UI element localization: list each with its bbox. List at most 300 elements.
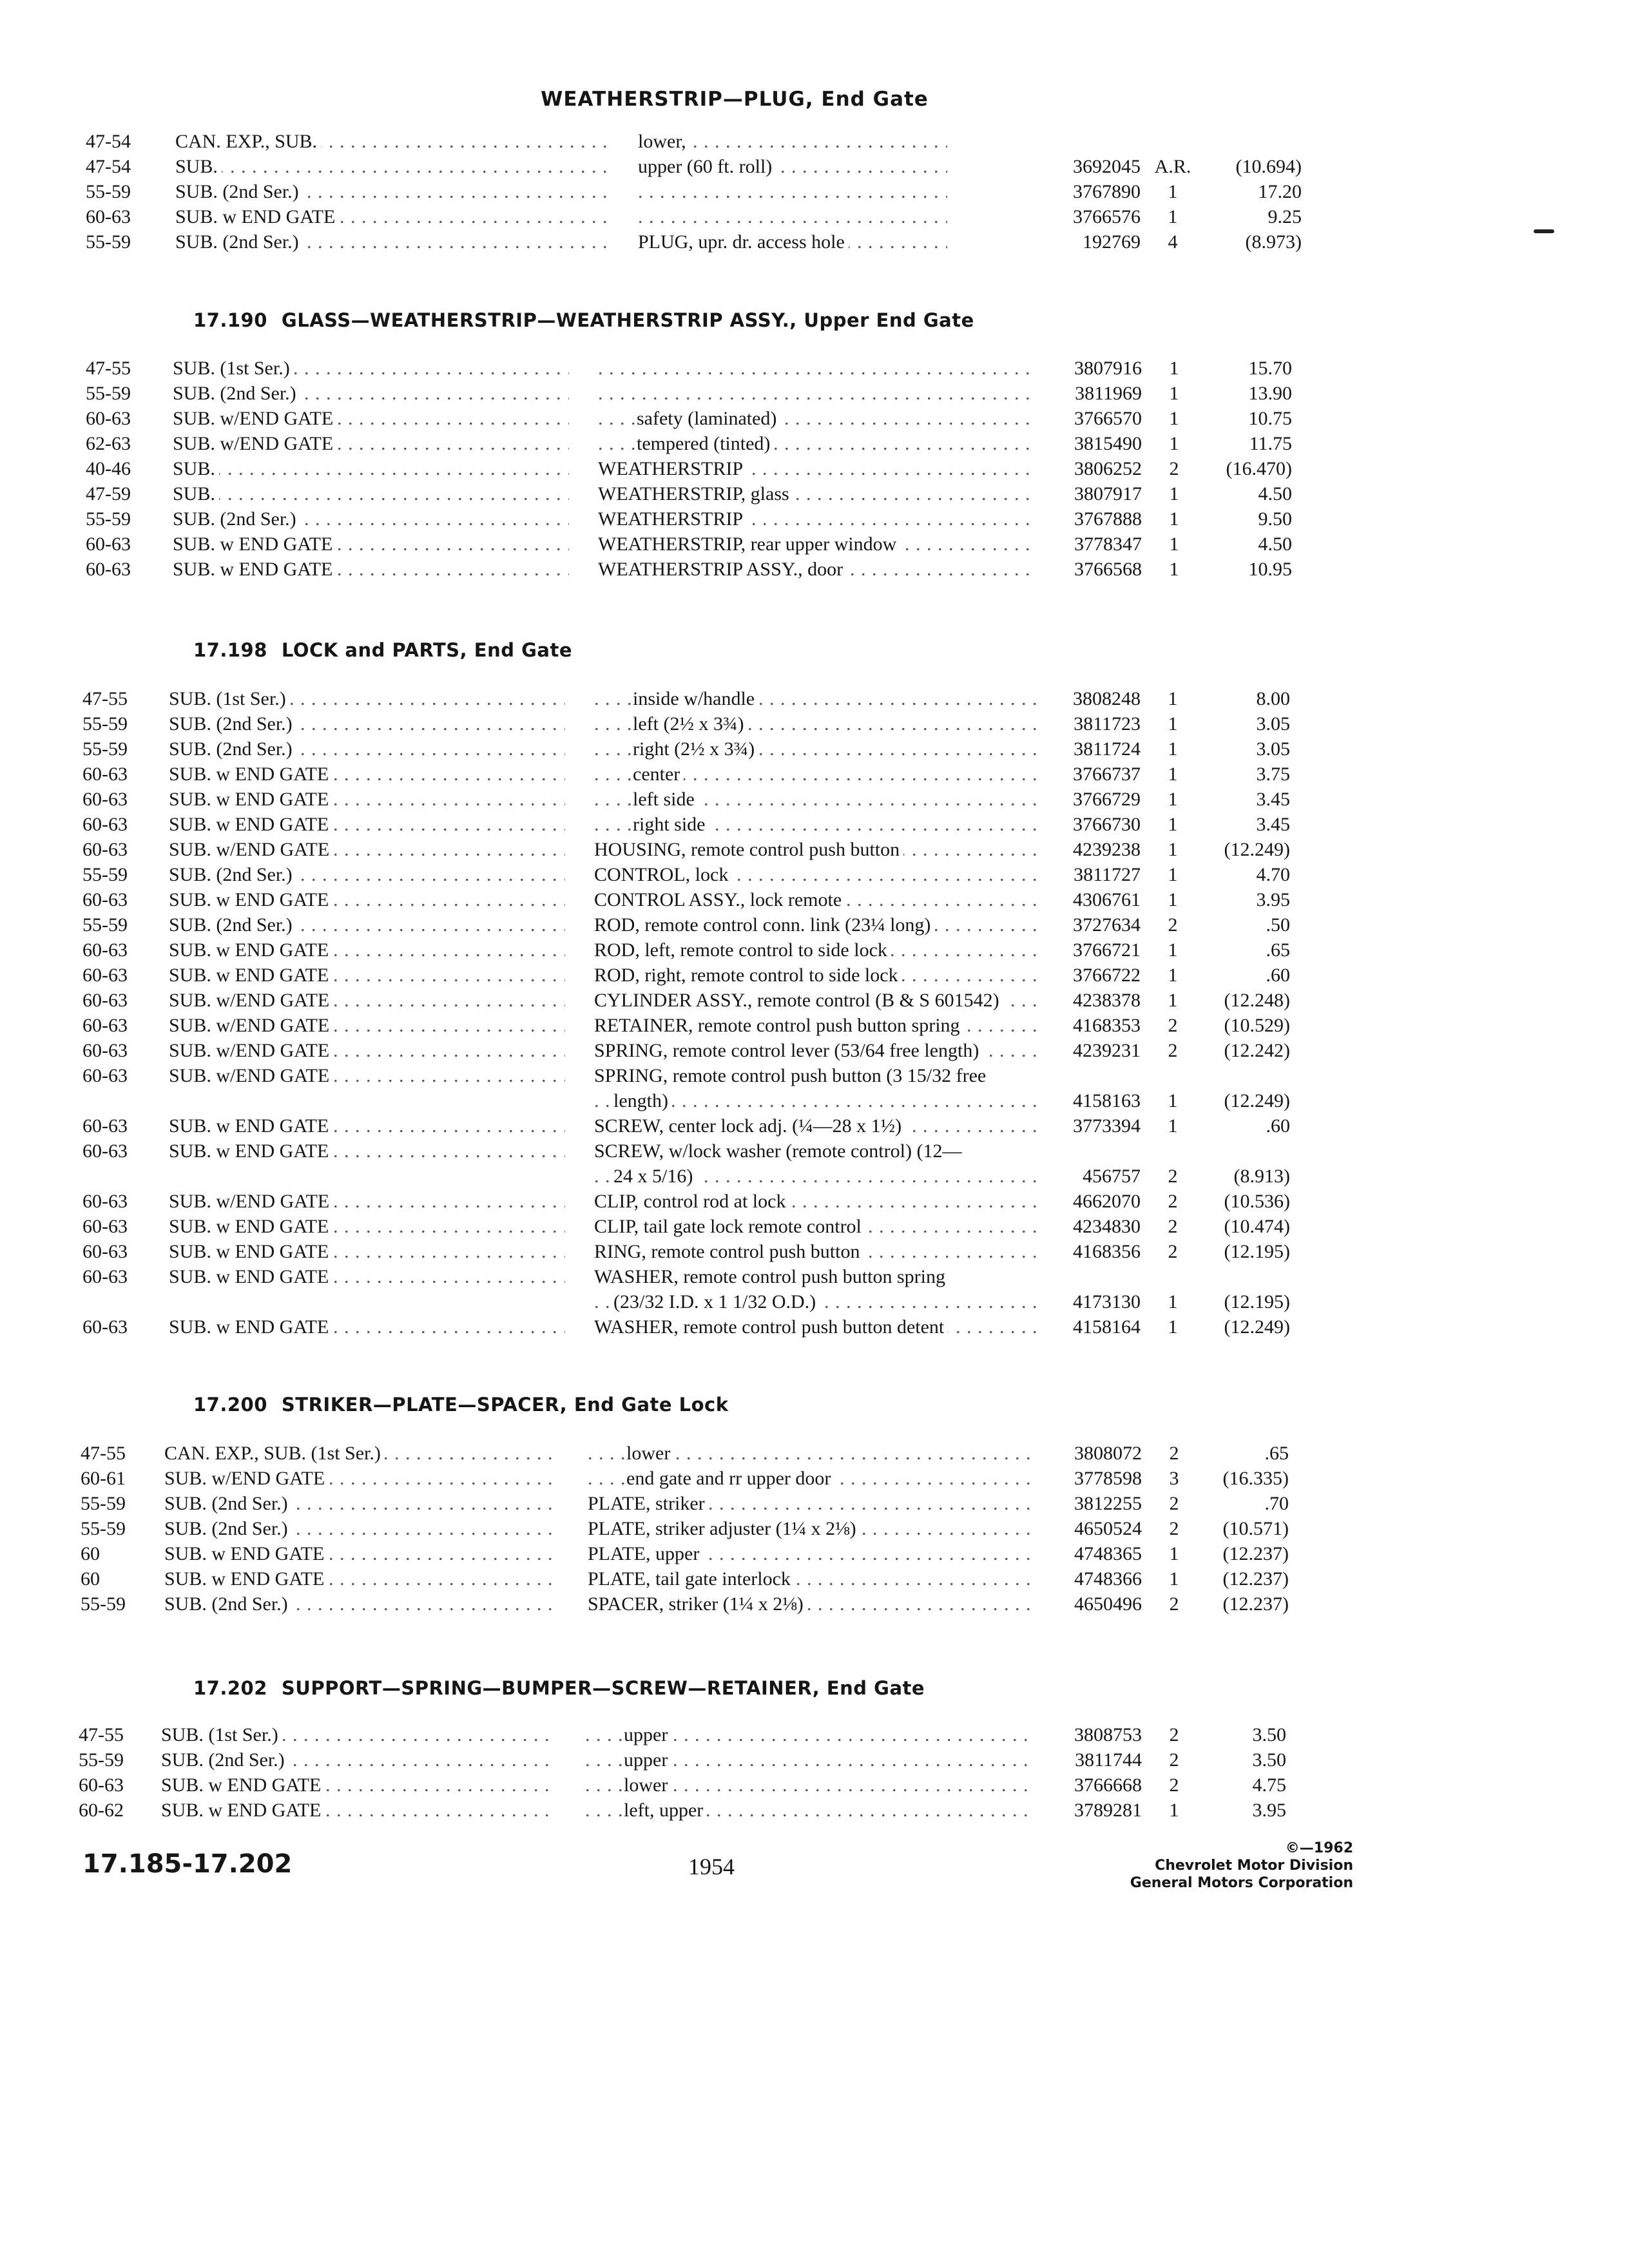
section-title: SUPPORT—SPRING—BUMPER—SCREW—RETAINER, End Gate [281,1677,925,1699]
part-number: 4168353 [1073,1015,1141,1036]
model-name-text: SUB. w END GATE [169,789,333,810]
description-text: RETAINER, remote control push button spring [594,1015,964,1036]
description-text: upper [624,1724,671,1745]
part-description [598,356,1037,381]
model-years: 60-63 [82,1266,128,1287]
price: (12.242) [1224,1040,1290,1061]
quantity: 1 [1168,181,1178,202]
copyright: ©—1962 [1285,1840,1353,1856]
price: 3.45 [1256,814,1290,835]
part-number: 3766568 [1074,559,1142,580]
model-name [169,1189,565,1214]
model-years: 55-59 [82,713,128,735]
model-name [169,1214,565,1239]
description-line [594,1013,1037,1038]
model-name [169,762,565,787]
model-name-text: SUB. (1st Ser.) [173,358,294,379]
model-name-text: SUB. [175,156,222,177]
price: (10.474) [1224,1216,1290,1237]
description-line [594,1289,1037,1314]
model-name-text: SUB. w/END GATE [169,1065,333,1086]
part-description [594,1038,1037,1063]
description-line [594,1063,1037,1088]
price: (10.694) [1235,156,1302,177]
price: 3.95 [1256,889,1290,910]
description-line [594,1314,1037,1340]
price: 9.25 [1268,206,1302,227]
section-number: 17.198 [193,639,267,661]
model-name [164,1516,559,1541]
model-name [175,129,609,154]
part-number: 3767888 [1074,508,1142,530]
model-years: 55-59 [82,864,128,885]
description-line [594,937,1037,963]
part-number: 4650524 [1074,1518,1142,1539]
part-number: 4650496 [1074,1593,1142,1615]
part-description [594,736,1037,762]
model-name-text: SUB. (2nd Ser.) [175,231,303,253]
model-years: 47-55 [81,1443,126,1464]
model-years: 55-59 [86,508,131,530]
part-number: 3811724 [1074,738,1141,760]
part-description [588,1441,1034,1466]
part-description [594,711,1037,736]
price: (12.195) [1224,1241,1290,1262]
price: 3.75 [1256,764,1290,785]
quantity: 2 [1169,1593,1179,1615]
model-name [173,356,569,381]
description-line [594,887,1037,912]
model-name [169,937,565,963]
model-name [169,1139,565,1164]
part-number: 4748365 [1074,1543,1142,1564]
description-line [588,1491,1034,1516]
model-name-text: SUB. w/END GATE [169,1191,333,1212]
description-line [598,456,1037,481]
part-number: 4168356 [1073,1241,1141,1262]
part-description [594,1013,1037,1038]
margin-dash-mark [1534,229,1554,233]
part-number: 3811969 [1075,383,1142,404]
part-description [594,812,1037,837]
part-description [594,837,1037,862]
model-name [173,406,569,431]
part-description [588,1516,1034,1541]
quantity: 1 [1168,1090,1178,1111]
model-years: 60-63 [82,1065,128,1086]
description-line [638,179,947,204]
price: 3.45 [1256,789,1290,810]
quantity: 2 [1168,914,1178,936]
model-name [161,1722,556,1747]
model-years: 60-63 [82,965,128,986]
part-number: 3767890 [1073,181,1141,202]
division: Chevrolet Motor Division [1155,1858,1353,1874]
quantity: 1 [1168,738,1178,760]
description-line [598,532,1037,557]
model-years: 60-63 [86,408,131,429]
part-number: 3766721 [1073,939,1141,961]
footer-page-number: 1954 [688,1854,735,1879]
model-name [164,1466,559,1491]
model-years: 60 [81,1543,100,1564]
description-text: PLATE, tail gate interlock [588,1568,795,1590]
model-name [169,736,565,762]
model-name-text: CAN. EXP., SUB. [175,131,321,152]
description-line [598,431,1037,456]
price: 4.50 [1258,533,1292,555]
description-text: PLATE, striker adjuster (1¼ x 2⅛) [588,1518,860,1539]
description-text: WEATHERSTRIP ASSY., door [598,559,847,580]
part-number: 3773394 [1073,1115,1141,1137]
description-text: tempered (tinted) [637,433,774,454]
model-years: 60-63 [82,1191,128,1212]
model-years: 40-46 [86,458,131,479]
model-name [173,456,569,481]
quantity: 2 [1168,1191,1178,1212]
part-number: 3766737 [1073,764,1141,785]
price: 15.70 [1248,358,1292,379]
description-text: ROD, left, remote control to side lock [594,939,891,961]
price: 3.95 [1252,1800,1286,1821]
model-name-text: SUB. [173,483,219,505]
description-text: WEATHERSTRIP, glass [598,483,793,505]
part-number: 3811723 [1074,713,1141,735]
model-name-text: SUB. w/END GATE [169,1040,333,1061]
model-name [169,812,565,837]
model-name-text: SUB. w/END GATE [173,433,337,454]
description-line [598,356,1037,381]
description-line [594,1139,1037,1164]
model-years: 60-63 [86,559,131,580]
part-description [588,1591,1034,1617]
model-years: 60-63 [79,1774,124,1796]
model-name [169,1239,565,1264]
part-number: 3778598 [1074,1468,1142,1489]
quantity: 1 [1169,1543,1179,1564]
quantity: 1 [1168,1316,1178,1338]
description-line [594,963,1037,988]
part-description [594,862,1037,887]
part-description [598,406,1037,431]
quantity: 1 [1168,713,1178,735]
quantity: 2 [1168,1241,1178,1262]
description-line [638,154,947,179]
model-years: 47-54 [86,131,131,152]
description-line [594,736,1037,762]
model-name-text: SUB. w END GATE [169,939,333,961]
description-text: left (2½ x 3¾) [633,713,747,735]
model-name-text: SUB. (1st Ser.) [161,1724,282,1745]
quantity: 1 [1168,864,1178,885]
description-line [588,1566,1034,1591]
model-years: 60-63 [82,1015,128,1036]
model-name [175,229,609,255]
price: 4.70 [1256,864,1290,885]
model-years: 60-61 [81,1468,126,1489]
quantity: 2 [1168,1040,1178,1061]
model-years: 55-59 [86,383,131,404]
price: .60 [1266,965,1290,986]
model-name [169,887,565,912]
part-description [594,787,1037,812]
part-description [598,506,1037,532]
quantity: 2 [1168,1166,1178,1187]
description-line [594,1113,1037,1139]
section-title: GLASS—WEATHERSTRIP—WEATHERSTRIP ASSY., Upper End Gate [281,309,974,331]
part-number: 3692045 [1073,156,1141,177]
quantity: 1 [1168,889,1178,910]
price: (8.973) [1245,231,1302,253]
model-years: 60-63 [82,1316,128,1338]
part-description [638,154,947,179]
model-years: 47-54 [86,156,131,177]
part-description [588,1466,1034,1491]
price: (10.536) [1224,1191,1290,1212]
part-description [638,179,947,204]
price: (12.248) [1224,990,1290,1011]
description-line [588,1441,1034,1466]
model-name-text: SUB. w/END GATE [164,1468,329,1489]
model-name-text: SUB. w/END GATE [169,839,333,860]
price: .65 [1264,1443,1289,1464]
model-name [164,1491,559,1516]
quantity: 1 [1169,533,1179,555]
description-line [585,1798,1033,1823]
part-description [594,1139,1037,1189]
model-name [175,179,609,204]
model-name [161,1747,556,1773]
description-line [585,1722,1033,1747]
model-years: 55-59 [82,738,128,760]
model-name [173,381,569,406]
part-number: 3766722 [1073,965,1141,986]
quantity: 1 [1168,965,1178,986]
part-number: 3808753 [1074,1724,1142,1745]
model-years: 60-63 [82,889,128,910]
model-years: 47-55 [79,1724,124,1745]
model-name-text: SUB. w/END GATE [169,990,333,1011]
part-description [598,557,1037,582]
model-name-text: SUB. (2nd Ser.) [164,1493,292,1514]
model-name-text: SUB. (2nd Ser.) [169,914,296,936]
model-years: 55-59 [81,1493,126,1514]
quantity: 2 [1169,458,1179,479]
part-number: 3807916 [1074,358,1142,379]
price: 4.75 [1252,1774,1286,1796]
description-line [594,1038,1037,1063]
footer-range: 17.185-17.202 [82,1849,293,1879]
quantity: 2 [1169,1443,1179,1464]
model-name [169,787,565,812]
price: (12.237) [1222,1543,1289,1564]
model-years: 60-63 [82,1140,128,1162]
description-text: SCREW, w/lock washer (remote control) (12— [594,1140,965,1162]
model-name [169,1314,565,1340]
description-text: upper (60 ft. roll) [638,156,776,177]
description-text: PLATE, striker [588,1493,709,1514]
price: 3.50 [1252,1724,1286,1745]
part-number: 4158164 [1073,1316,1141,1338]
description-text: PLATE, upper [588,1543,703,1564]
model-years: 60-63 [86,206,131,227]
quantity: 1 [1168,1291,1178,1312]
quantity: 1 [1168,1115,1178,1137]
section-title: STRIKER—PLATE—SPACER, End Gate Lock [281,1394,729,1416]
model-name-text: SUB. (2nd Ser.) [169,864,296,885]
description-text: right side [633,814,709,835]
price: (16.470) [1226,458,1292,479]
model-years: 60-63 [82,939,128,961]
description-line [594,862,1037,887]
part-number: 3766729 [1073,789,1141,810]
part-description [598,431,1037,456]
description-line [594,1214,1037,1239]
quantity: 1 [1168,789,1178,810]
description-text: length) [613,1090,672,1111]
price: (8.913) [1233,1166,1290,1187]
description-text: WEATHERSTRIP [598,458,747,479]
price: 9.50 [1258,508,1292,530]
model-name [161,1798,556,1823]
description-text: PLUG, upr. dr. access hole [638,231,849,253]
model-name-text: SUB. (2nd Ser.) [173,508,300,530]
quantity: 1 [1168,939,1178,961]
description-text: WASHER, remote control push button detent [594,1316,948,1338]
description-line [588,1466,1034,1491]
model-name-text: SUB. (2nd Ser.) [175,181,303,202]
description-text: center [633,764,684,785]
price: (12.195) [1224,1291,1290,1312]
model-years: 62-63 [86,433,131,454]
section-heading-glass-weatherstrip [193,309,974,331]
quantity: 1 [1168,764,1178,785]
description-text: CONTROL ASSY., lock remote [594,889,845,910]
model-years: 60-62 [79,1800,124,1821]
model-name-text: SUB. (2nd Ser.) [169,738,296,760]
price: (12.249) [1224,1090,1290,1111]
description-line [594,1264,1037,1289]
quantity: 1 [1168,688,1178,709]
part-description [594,1239,1037,1264]
model-name-text: SUB. (2nd Ser.) [173,383,300,404]
part-description [594,937,1037,963]
model-years: 60-63 [86,533,131,555]
part-description [594,988,1037,1013]
part-description [585,1747,1033,1773]
model-name-text: SUB. w END GATE [164,1543,328,1564]
description-line [598,481,1037,506]
section-heading-striker-plate [193,1394,729,1416]
model-years: 60-63 [82,1241,128,1262]
model-years: 55-59 [81,1518,126,1539]
model-years: 60-63 [82,990,128,1011]
description-text: right (2½ x 3¾) [633,738,758,760]
description-text: CLIP, tail gate lock remote control [594,1216,865,1237]
model-name [169,1013,565,1038]
description-text: WASHER, remote control push button spring [594,1266,949,1287]
part-number: 3811727 [1074,864,1141,885]
description-text: WEATHERSTRIP, rear upper window [598,533,900,555]
description-line [598,406,1037,431]
price: 10.95 [1248,559,1292,580]
price: .50 [1266,914,1290,936]
model-name [164,1566,559,1591]
quantity: 1 [1169,559,1179,580]
quantity: 3 [1169,1468,1179,1489]
model-name-text: SUB. w END GATE [169,889,333,910]
quantity: 1 [1168,839,1178,860]
model-name [173,431,569,456]
description-text: HOUSING, remote control push button [594,839,903,860]
price: .60 [1266,1115,1290,1137]
price: (16.335) [1222,1468,1289,1489]
part-number: 4238378 [1073,990,1141,1011]
description-text: (23/32 I.D. x 1 1/32 O.D.) [613,1291,820,1312]
quantity: 1 [1169,358,1179,379]
part-description [594,1189,1037,1214]
model-name-text: SUB. (2nd Ser.) [164,1518,292,1539]
description-line [594,912,1037,937]
description-text: RING, remote control push button [594,1241,863,1262]
model-name-text: SUB. w END GATE [161,1800,325,1821]
price: 10.75 [1248,408,1292,429]
description-text: SPRING, remote control lever (53/64 free length) [594,1040,983,1061]
price: .65 [1266,939,1290,961]
model-name-text: SUB. w/END GATE [169,1015,333,1036]
part-description [594,887,1037,912]
model-name [169,1038,565,1063]
description-line [638,204,947,229]
quantity: 2 [1168,1216,1178,1237]
part-description [588,1491,1034,1516]
part-description [588,1541,1034,1566]
description-text: SCREW, center lock adj. (¼—28 x 1½) [594,1115,905,1137]
description-line [594,1088,1037,1113]
quantity: 1 [1169,383,1179,404]
model-name-text: SUB. w END GATE [164,1568,328,1590]
description-text: CLIP, control rod at lock [594,1191,789,1212]
part-number: 4173130 [1073,1291,1141,1312]
model-name-text: SUB. w END GATE [169,1316,333,1338]
quantity: 2 [1169,1518,1179,1539]
model-name [169,686,565,711]
model-name [169,862,565,887]
quantity: 1 [1169,433,1179,454]
model-name-text: SUB. w END GATE [175,206,339,227]
model-name-text: SUB. w END GATE [161,1774,325,1796]
part-description [594,1264,1037,1314]
model-years: 60-63 [82,1040,128,1061]
part-number: 3789281 [1074,1800,1142,1821]
description-text: ROD, remote control conn. link (23¼ long) [594,914,934,936]
part-number: 3807917 [1074,483,1142,505]
price: 3.05 [1256,738,1290,760]
part-description [638,204,947,229]
description-text: CONTROL, lock [594,864,732,885]
part-description [594,686,1037,711]
part-description [598,381,1037,406]
model-name [169,1063,565,1088]
model-years: 60-63 [82,839,128,860]
model-name [161,1773,556,1798]
model-name [173,506,569,532]
quantity: 2 [1169,1774,1179,1796]
price: (12.237) [1222,1593,1289,1615]
quantity: 1 [1168,814,1178,835]
part-description [594,1113,1037,1139]
part-number: 4158163 [1073,1090,1141,1111]
